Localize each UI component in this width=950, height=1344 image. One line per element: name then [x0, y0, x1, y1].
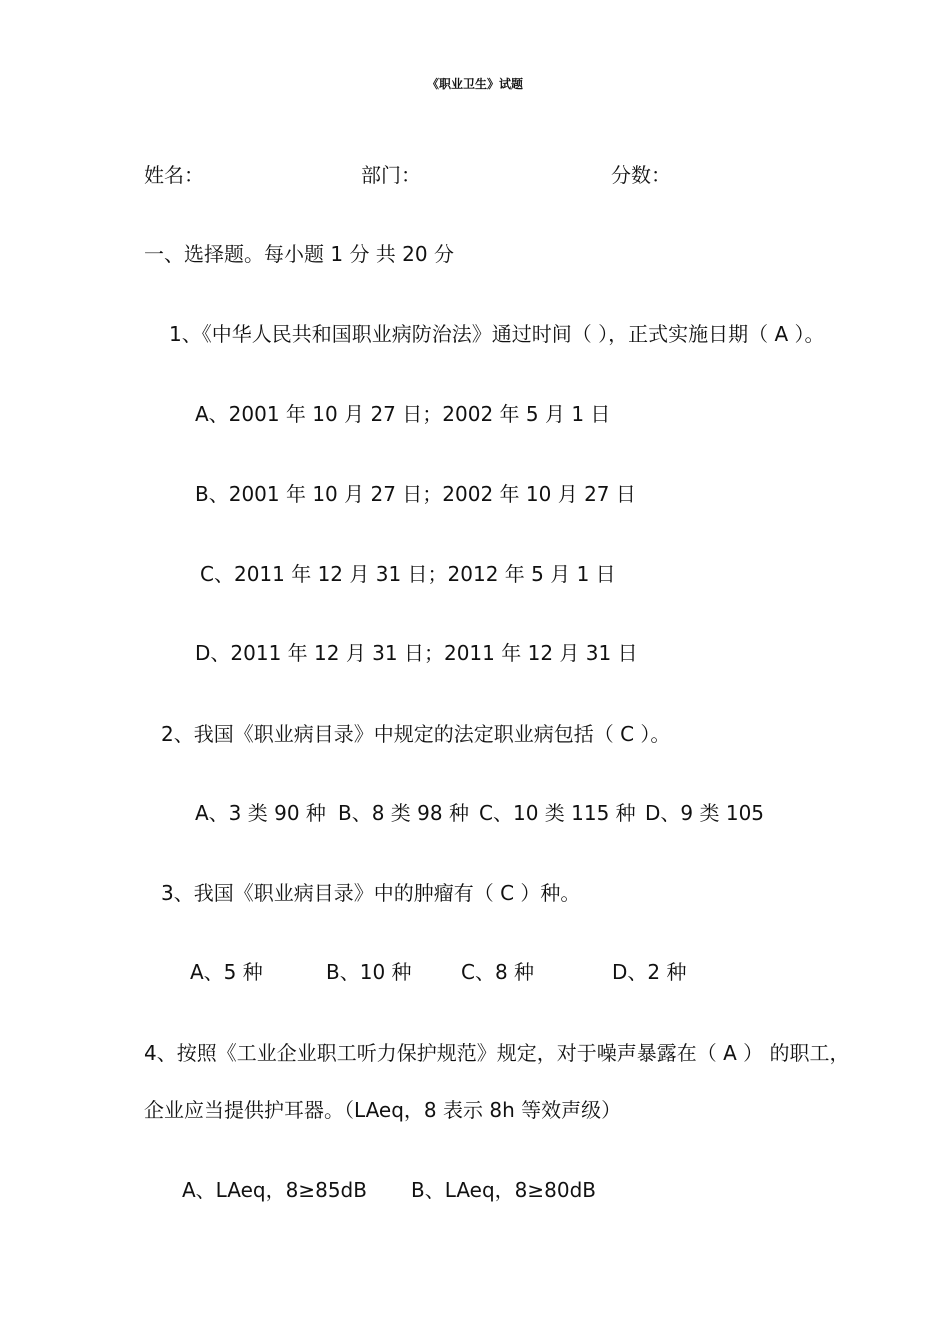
question-1-text: 1、《中华人民共和国职业病防治法》通过时间（ ），正式实施日期（ A ）。 — [169, 322, 825, 346]
question-3-text: 3、我国《职业病目录》中的肿瘤有（ C ）种。 — [161, 881, 581, 905]
question-2-option-a: A、3 类 90 种 — [195, 801, 326, 825]
question-1-option-d: D、2011 年 12 月 31 日；2011 年 12 月 31 日 — [195, 641, 638, 665]
question-3-option-c: C、8 种 — [461, 960, 535, 984]
name-label: 姓名： — [144, 163, 204, 187]
department-label: 部门： — [361, 163, 421, 187]
question-4-option-b: B、LAeq，8≥80dB — [411, 1178, 596, 1202]
question-4-text-line1: 4、按照《工业企业职工听力保护规范》规定，对于噪声暴露在（ A ） 的职工， — [144, 1041, 850, 1065]
question-1-option-a: A、2001 年 10 月 27 日；2002 年 5 月 1 日 — [195, 402, 611, 426]
question-4-text-line2: 企业应当提供护耳器。（LAeq，8 表示 8h 等效声级） — [144, 1098, 622, 1122]
question-3-option-b: B、10 种 — [326, 960, 412, 984]
question-2-text: 2、我国《职业病目录》中规定的法定职业病包括（ C ）。 — [161, 722, 671, 746]
question-2-option-b: B、8 类 98 种 — [338, 801, 469, 825]
question-3-option-a: A、5 种 — [190, 960, 263, 984]
question-2-option-c: C、10 类 115 种 — [479, 801, 636, 825]
question-1-option-c: C、2011 年 12 月 31 日；2012 年 5 月 1 日 — [200, 562, 616, 586]
question-3-option-d: D、2 种 — [612, 960, 687, 984]
question-1-option-b: B、2001 年 10 月 27 日；2002 年 10 月 27 日 — [195, 482, 636, 506]
question-2-option-d: D、9 类 105 — [645, 801, 765, 825]
question-4-option-a: A、LAeq，8≥85dB — [182, 1178, 367, 1202]
score-label: 分数： — [611, 163, 671, 187]
section-heading: 一、选择题。每小题 1 分 共 20 分 — [144, 242, 454, 266]
page-title: 《职业卫生》试题 — [426, 77, 523, 91]
